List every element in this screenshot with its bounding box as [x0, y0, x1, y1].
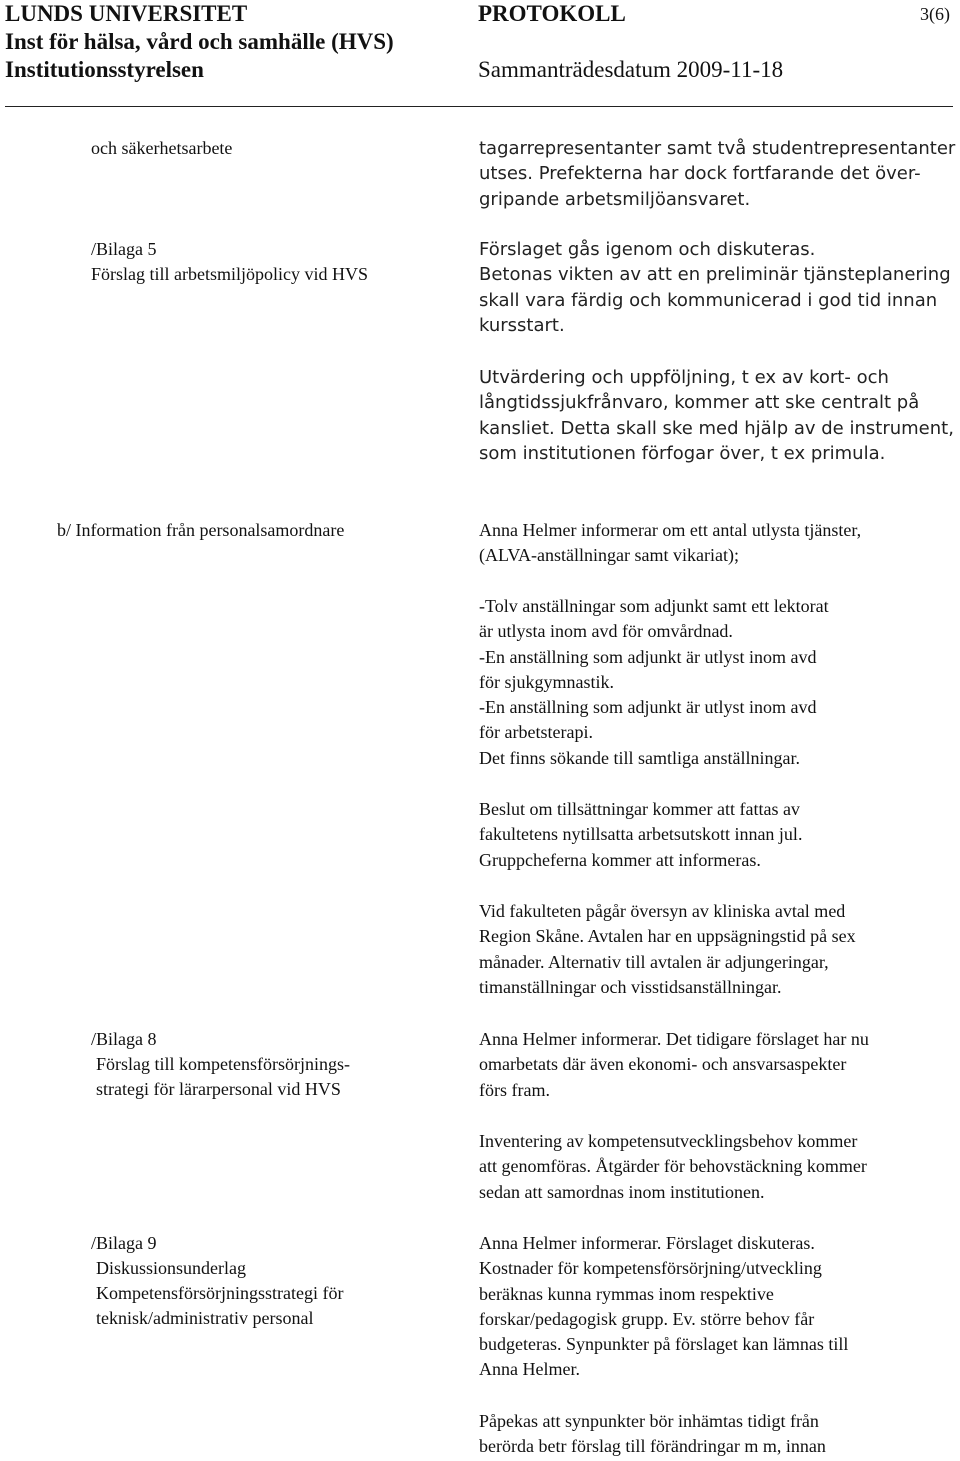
paragraph-clinical-agreements	[479, 899, 856, 1000]
paragraph-line: Utvärdering och uppföljning, t ex av kort- och	[479, 367, 889, 388]
paragraph-line: utses. Prefekterna har dock fortfarande det över-	[479, 163, 921, 185]
paragraph-line: budgeteras. Synpunkter på förslaget kan lämnas till	[479, 1334, 849, 1355]
paragraph-line: gripande arbetsmiljöansvaret.	[479, 188, 751, 210]
paragraph-line: -Tolv anställningar som adjunkt samt ett lektorat	[479, 596, 829, 616]
bilaga-9-title-line2: Kompetensförsörjningsstrategi för	[96, 1283, 344, 1303]
paragraph-line: timanställningar och visstidsanställningar.	[479, 976, 782, 997]
section-b-heading: b/ Information från personalsamordnare	[57, 520, 345, 540]
paragraph-line: Inventering av kompetensutvecklingsbehov kommer	[479, 1131, 858, 1151]
paragraph-position-list	[479, 594, 829, 771]
paragraph-line: Anna Helmer informerar. Det tidigare förslaget har nu	[479, 1029, 869, 1049]
document-type: PROTOKOLL	[478, 1, 626, 26]
bilaga-8-title-line2: strategi för lärarpersonal vid HVS	[96, 1079, 341, 1099]
paragraph-line: Kostnader för kompetensförsörjning/utveckling	[479, 1258, 822, 1279]
paragraph-line: beräknas kunna rymmas inom respektive	[479, 1283, 774, 1304]
paragraph-line: -En anställning som adjunkt är utlyst inom avd	[479, 697, 817, 718]
board-name: Institutionsstyrelsen	[5, 57, 204, 82]
paragraph-line: -En anställning som adjunkt är utlyst inom avd	[479, 646, 817, 667]
paragraph-line: omarbetats där även ekonomi- och ansvarsaspekter	[479, 1054, 847, 1075]
paragraph-line: skall vara färdig och kommunicerad i god tid innan	[479, 289, 938, 311]
paragraph-line: (ALVA-anställningar samt vikariat);	[479, 545, 739, 566]
paragraph-line: forskar/pedagogisk grupp. Ev. större behov får	[479, 1308, 815, 1329]
paragraph-line: Anna Helmer.	[479, 1359, 580, 1380]
paragraph-line: för sjukgymnastik.	[479, 671, 614, 692]
paragraph-line: Anna Helmer informerar om ett antal utlysta tjänster,	[479, 520, 862, 540]
paragraph-line: är utlysta inom avd för omvårdnad.	[479, 621, 733, 642]
paragraph-line: Anna Helmer informerar. Förslaget diskuteras.	[479, 1233, 815, 1253]
paragraph-line: tagarrepresentanter samt två studentrepresentanter	[479, 138, 956, 159]
header-divider	[5, 106, 953, 107]
paragraph-inventory	[479, 1129, 867, 1205]
paragraph-line: Beslut om tillsättningar kommer att fattas av	[479, 799, 800, 819]
institution-name: Inst för hälsa, vård och samhälle (HVS)	[5, 29, 394, 54]
page-header	[0, 0, 960, 110]
paragraph-line: för arbetsterapi.	[479, 722, 593, 743]
paragraph-line: Förslaget gås igenom och diskuteras.	[479, 239, 816, 260]
page-number: 3(6)	[920, 4, 950, 24]
paragraph-line: Gruppcheferna kommer att informeras.	[479, 849, 761, 870]
paragraph-line: Betonas vikten av att en preliminär tjänsteplanering	[479, 264, 951, 286]
meeting-date: Sammanträdesdatum 2009-11-18	[478, 57, 784, 82]
bilaga-5-ref: /Bilaga 5	[91, 239, 157, 259]
paragraph-line: Det finns sökande till samtliga anställningar.	[479, 747, 800, 768]
paragraph-line: berörda betr förslag till förändringar m m, innan	[479, 1436, 826, 1457]
paragraph-line: kursstart.	[479, 314, 565, 336]
paragraph-line: att genomföras. Åtgärder för behovstäckning kommer	[479, 1156, 867, 1177]
paragraph-line: långtidssjukfrånvaro, kommer att ske centralt på	[479, 392, 920, 414]
paragraph-line: Påpekas att synpunkter bör inhämtas tidigt från	[479, 1411, 819, 1431]
university-name: LUNDS UNIVERSITET	[5, 1, 248, 26]
bilaga-9-ref: /Bilaga 9	[91, 1233, 157, 1253]
paragraph-line: sedan att samordnas inom institutionen.	[479, 1181, 765, 1202]
paragraph-line: kansliet. Detta skall ske med hjälp av de instrument,	[479, 417, 954, 439]
paragraph-line: som institutionen förfogar över, t ex primula.	[479, 442, 886, 464]
paragraph-line: förs fram.	[479, 1079, 550, 1100]
bilaga-8-ref: /Bilaga 8	[91, 1029, 157, 1049]
paragraph-line: Region Skåne. Avtalen har en uppsägningstid på sex	[479, 926, 856, 947]
paragraph-bilaga-8-info	[479, 1027, 869, 1103]
paragraph-line: månader. Alternativ till avtalen är adjungeringar,	[479, 951, 829, 972]
bilaga-9-title-line3: teknisk/administrativ personal	[96, 1308, 314, 1328]
bilaga-8-title-line1: Förslag till kompetensförsörjnings-	[96, 1054, 350, 1074]
paragraph-evaluation	[479, 365, 954, 466]
paragraph-feedback	[479, 1409, 826, 1460]
topic-safety-work: och säkerhetsarbete	[91, 138, 233, 158]
paragraph-proposal-discussed	[479, 237, 951, 338]
bilaga-5-title: Förslag till arbetsmiljöpolicy vid HVS	[91, 264, 368, 284]
paragraph-line: Vid fakulteten pågår översyn av kliniska avtal med	[479, 901, 846, 921]
paragraph-positions-info	[479, 518, 861, 569]
paragraph-line: fakultetens nytillsatta arbetsutskott innan jul.	[479, 824, 803, 845]
paragraph-representatives	[479, 136, 955, 212]
bilaga-9-title-line1: Diskussionsunderlag	[96, 1258, 246, 1278]
paragraph-bilaga-9-info	[479, 1231, 848, 1383]
paragraph-decision	[479, 797, 802, 873]
